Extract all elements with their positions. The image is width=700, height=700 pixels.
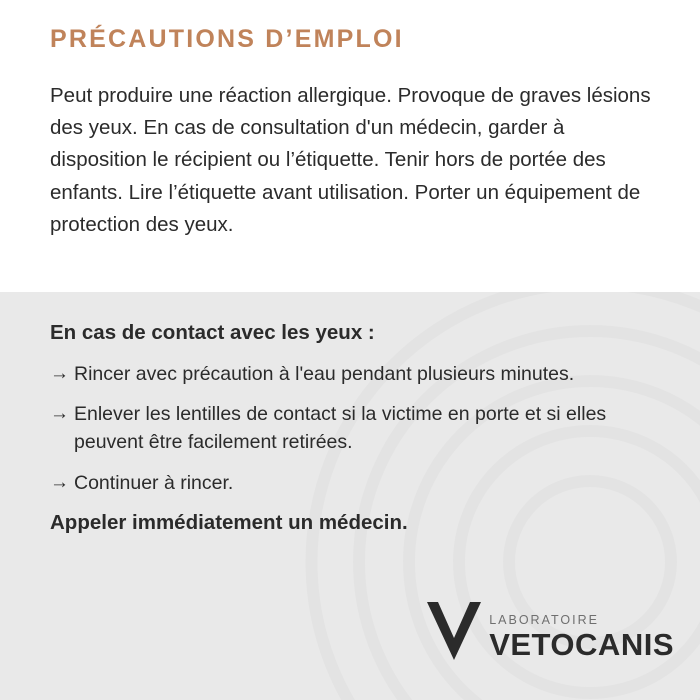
eye-contact-heading: En cas de contact avec les yeux : (50, 321, 375, 344)
eye-contact-content (50, 320, 660, 537)
list-item-label: Rincer avec précaution à l'eau pendant plusieurs minutes. (74, 362, 575, 385)
list-item (50, 470, 660, 498)
list-item-label: Continuer à rincer. (74, 471, 234, 494)
list-item (50, 361, 660, 389)
list-item (50, 401, 660, 456)
arrow-right-icon: → (50, 403, 69, 425)
logo-name: VETOCANIS (489, 627, 674, 662)
eye-contact-section (0, 292, 700, 700)
precautions-body-text: Peut produire une réaction allergique. Provoque de graves lésions des yeux. En cas de consultation d'un médecin, garder à disposition le récipient ou l’étiquette. Tenir hors de portée des enfants. Lire l’étiquette avant utilisation. Porter un équipement de protection des yeux. (50, 83, 651, 236)
logo-subtitle: LABORATOIRE (489, 613, 599, 627)
logo-wordmark (489, 613, 674, 662)
brand-logo (425, 600, 674, 662)
page-title: PRÉCAUTIONS D’EMPLOI (50, 25, 404, 53)
list-item-label: Enlever les lentilles de contact si la victime en porte et si elles peuvent être facilement retirées. (74, 403, 607, 454)
eye-contact-steps-list (50, 361, 660, 498)
arrow-right-icon: → (50, 362, 69, 384)
logo-v-mark-icon (425, 600, 483, 662)
arrow-right-icon: → (50, 471, 69, 493)
precautions-section (0, 0, 700, 292)
call-doctor-text: Appeler immédiatement un médecin. (50, 511, 408, 535)
